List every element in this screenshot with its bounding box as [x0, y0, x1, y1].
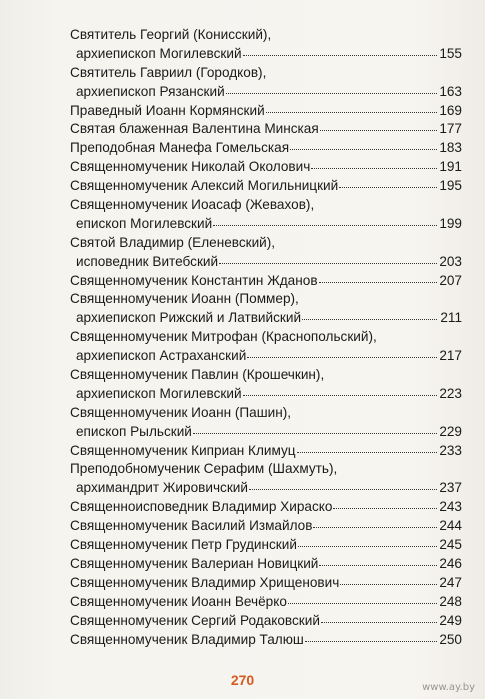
- toc-entry: [70, 404, 462, 442]
- toc-entry-text: Священномученик Павлин (Крошечкин),: [70, 367, 325, 383]
- toc-entry: [70, 196, 462, 234]
- toc-page-number: 217: [439, 348, 462, 364]
- dot-leader: [247, 345, 437, 358]
- dot-leader: [249, 477, 437, 490]
- toc-page-number: 177: [439, 121, 462, 137]
- toc-page-number: 203: [439, 253, 462, 269]
- toc-page-number: 191: [439, 159, 462, 175]
- toc-entry-text: Священномученик Владимир Хрищенович: [70, 574, 340, 590]
- toc-page-number: 229: [439, 423, 462, 439]
- toc-page-number: 249: [439, 612, 462, 628]
- toc-entry-text: Святая блаженная Валентина Минская: [70, 121, 319, 137]
- toc-page-number: 211: [440, 310, 462, 326]
- toc-page-number: 243: [439, 499, 462, 515]
- dot-leader: [333, 496, 437, 509]
- toc-entry-text: Священномученик Иоасаф (Жевахов),: [70, 197, 315, 213]
- toc-page-number: 250: [439, 631, 462, 647]
- toc-entry-text: исповедник Витебский: [76, 253, 219, 269]
- toc-entry-text: Священномученик Петр Грудинский: [70, 537, 297, 553]
- toc-page-number: 247: [439, 574, 462, 590]
- toc-entry-text: архиепископ Астраханский: [76, 348, 247, 364]
- table-of-contents: [70, 26, 462, 649]
- toc-entry: [70, 631, 462, 650]
- toc-page-number: 207: [439, 272, 462, 288]
- toc-entry-text: Праведный Иоанн Кормянский: [70, 102, 265, 118]
- toc-page-number: 237: [439, 480, 462, 496]
- toc-entry-text: архиепископ Рижский и Латвийский: [76, 310, 302, 326]
- dot-leader: [319, 553, 437, 566]
- dot-leader: [321, 610, 437, 623]
- toc-page-number: 248: [439, 593, 462, 609]
- toc-entry-subtitle: [70, 215, 462, 234]
- toc-page-number: 246: [439, 555, 462, 571]
- dot-leader: [219, 251, 437, 264]
- toc-entry-text: Святитель Гавриил (Городков),: [70, 64, 267, 80]
- watermark: www.ay.by: [422, 682, 475, 693]
- toc-page-number: 155: [439, 45, 462, 61]
- toc-entry: [70, 64, 462, 102]
- toc-entry-text: Священномученик Иоанн (Пашин),: [70, 404, 292, 420]
- dot-leader: [339, 175, 437, 188]
- toc-entry-subtitle: [70, 347, 462, 366]
- toc-entry-text: архимандрит Жировичский: [76, 480, 248, 496]
- toc-entry-title: [70, 442, 462, 461]
- toc-page-number: 169: [439, 102, 462, 118]
- dot-leader: [319, 270, 437, 283]
- dot-leader: [340, 572, 437, 585]
- dot-leader: [311, 156, 437, 169]
- toc-entry: [70, 442, 462, 461]
- toc-entry-text: епископ Могилевский: [76, 215, 213, 231]
- dot-leader: [298, 534, 437, 547]
- dot-leader: [288, 591, 437, 604]
- toc-entry-text: Священномученик Валериан Новицкий: [70, 555, 319, 571]
- toc-entry-text: Священномученик Владимир Талюш: [70, 631, 304, 647]
- toc-page-number: 223: [439, 385, 462, 401]
- toc-entry-text: Преподобномученик Серафим (Шахмуть),: [70, 461, 338, 477]
- dot-leader: [313, 515, 437, 528]
- toc-entry-text: архиепископ Рязанский: [76, 83, 225, 99]
- toc-entry: [70, 290, 462, 328]
- toc-page-number: 199: [439, 215, 462, 231]
- toc-entry-text: Священноисповедник Владимир Хираско: [70, 499, 333, 515]
- toc-entry: [70, 366, 462, 404]
- toc-entry-text: Преподобная Манефа Гомельская: [70, 140, 290, 156]
- toc-entry-text: Священномученик Константин Жданов: [70, 272, 318, 288]
- toc-entry-title: [70, 177, 462, 196]
- toc-entry-text: Священномученик Василий Измайлов: [70, 518, 313, 534]
- toc-page-number: 233: [439, 442, 462, 458]
- dot-leader: [226, 81, 437, 94]
- toc-page-number: 183: [439, 140, 462, 156]
- toc-entry-title: [70, 631, 462, 650]
- toc-entry-title: [70, 272, 462, 291]
- toc-entry: [70, 460, 462, 498]
- toc-entry: [70, 234, 462, 272]
- toc-page-number: 163: [439, 83, 462, 99]
- dot-leader: [213, 213, 437, 226]
- dot-leader: [243, 43, 437, 56]
- toc-entry-text: архиепископ Могилевский: [76, 385, 242, 401]
- toc-entry: [70, 328, 462, 366]
- toc-entry-subtitle: [70, 45, 462, 64]
- toc-entry-text: Священномученик Митрофан (Краснопольский),: [70, 329, 377, 345]
- dot-leader: [243, 383, 437, 396]
- dot-leader: [290, 137, 437, 150]
- toc-entry-subtitle: [70, 309, 462, 328]
- toc-entry-text: Священномученик Киприан Климуц: [70, 442, 296, 458]
- dot-leader: [305, 629, 437, 642]
- toc-entry: [70, 177, 462, 196]
- toc-page-number: 245: [439, 537, 462, 553]
- toc-entry-text: Святой Владимир (Еленевский),: [70, 234, 276, 250]
- toc-entry-text: Священномученик Сергий Родаковский: [70, 612, 320, 628]
- toc-entry-text: архиепископ Могилевский: [76, 45, 242, 61]
- toc-entry-text: Священномученик Алексий Могильницкий: [70, 178, 339, 194]
- page-number: 270: [230, 672, 255, 688]
- toc-entry-text: Священномученик Иоанн (Поммер),: [70, 291, 299, 307]
- toc-entry: [70, 272, 462, 291]
- toc-entry-subtitle: [70, 385, 462, 404]
- dot-leader: [302, 307, 437, 320]
- dot-leader: [193, 421, 437, 434]
- toc-entry-text: епископ Рыльский: [76, 423, 192, 439]
- toc-page-number: 195: [439, 178, 462, 194]
- toc-page-number: 244: [439, 518, 462, 534]
- dot-leader: [266, 100, 437, 113]
- toc-entry-text: Священномученик Николай Околович: [70, 159, 311, 175]
- toc-entry-text: Священномученик Иоанн Вечёрко: [70, 593, 287, 609]
- toc-entry: [70, 26, 462, 64]
- toc-entry-text: Святитель Георгий (Конисский),: [70, 27, 272, 42]
- dot-leader: [297, 440, 437, 453]
- dot-leader: [320, 118, 437, 131]
